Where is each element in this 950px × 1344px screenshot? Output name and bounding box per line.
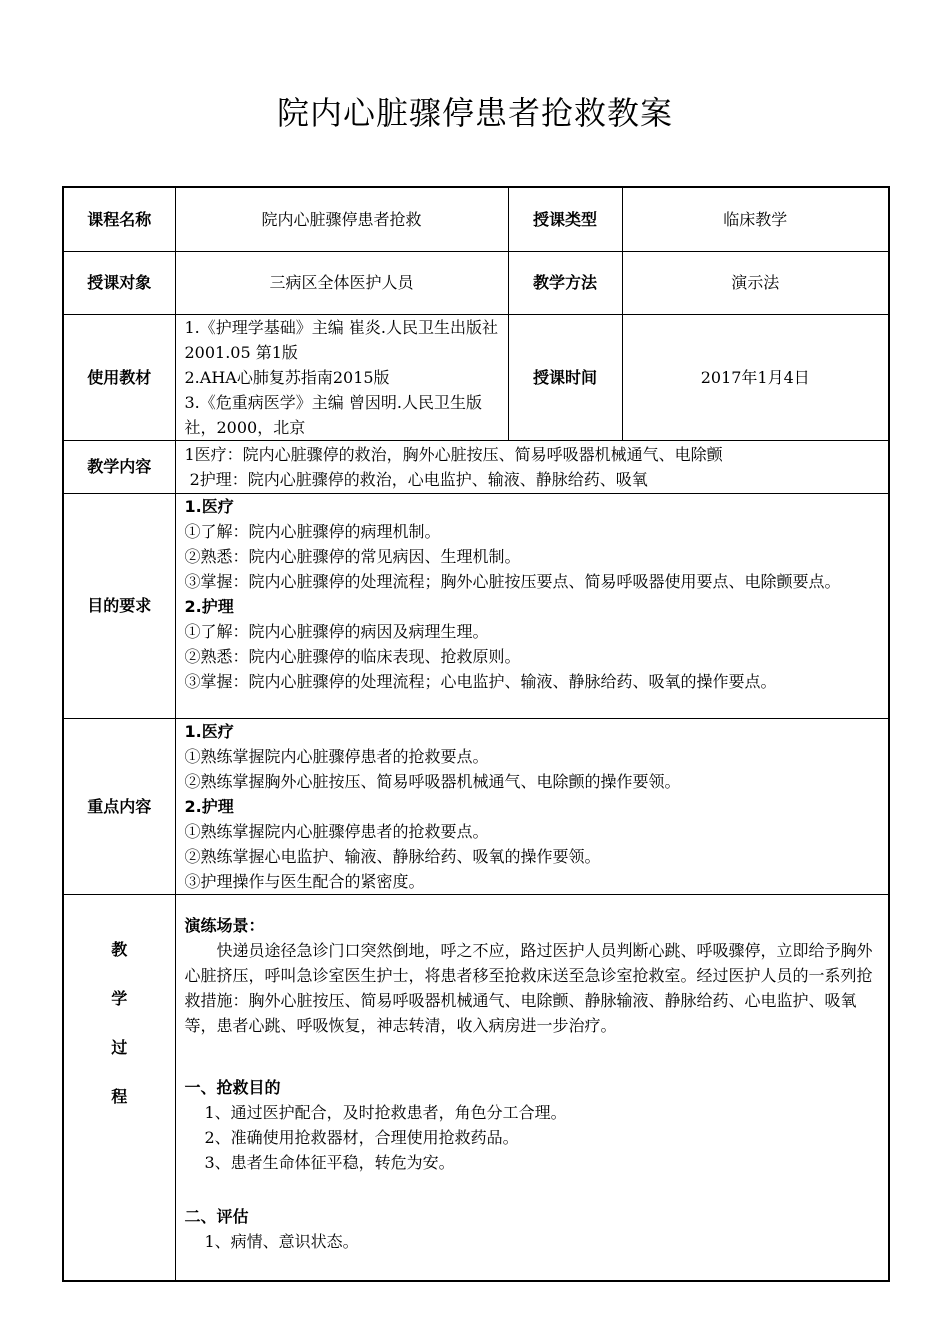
content-line: 1医疗：院内心脏骤停的救治，胸外心脏按压、简易呼吸器机械通气、电除颤	[184, 444, 723, 464]
page-title: 院内心脏骤停患者抢救教案	[276, 94, 673, 132]
key-med-heading: 1.医疗	[184, 721, 234, 741]
process-label-char: 程	[111, 1086, 128, 1106]
method-label: 教学方法	[508, 251, 622, 314]
table-row	[63, 718, 889, 894]
scene-text: 快递员途径急诊门口突然倒地，呼之不应，路过医护人员判断心跳、呼吸骤停，立即给予胸外心脏挤压，呼叫急诊室医生护士，将患者移至抢救床送至急诊室抢救室。经过医护人员的一系列抢救措施：胸外心脏按压、简易呼吸器机械通气、电除颤、静脉输液、静脉给药、心电监护、吸氧等，患者心跳、呼吸恢复，神志转清，收入病房进一步治疗。	[184, 940, 873, 1035]
goals-nurse-item: ②熟悉：院内心脏骤停的临床表现、抢救原则。	[184, 646, 521, 666]
course-name-label: 课程名称	[63, 187, 175, 251]
lesson-plan-table	[62, 186, 890, 1282]
table-row	[63, 440, 889, 493]
key-label: 重点内容	[63, 718, 175, 894]
course-type-value: 临床教学	[622, 187, 889, 251]
goals-med-item: ①了解：院内心脏骤停的病理机制。	[184, 521, 441, 541]
purpose-item: 2、准确使用抢救器材，合理使用抢救药品。	[204, 1127, 519, 1147]
purpose-heading: 一、抢救目的	[184, 1077, 281, 1097]
goals-nurse-heading: 2.护理	[184, 596, 234, 616]
purpose-item: 3、患者生命体征平稳，转危为安。	[204, 1152, 455, 1172]
table-row	[63, 894, 889, 1281]
assess-heading: 二、评估	[184, 1206, 249, 1226]
time-value: 2017年1月4日	[622, 314, 889, 440]
content-text	[175, 440, 889, 493]
process-label	[63, 894, 175, 1281]
material-item: 2.AHA心肺复苏指南2015版	[184, 367, 390, 387]
goals-label: 目的要求	[63, 493, 175, 718]
content-line: 2护理：院内心脏骤停的救治，心电监护、输液、静脉给药、吸氧	[184, 469, 648, 489]
key-nurse-item: ①熟练掌握院内心脏骤停患者的抢救要点。	[184, 821, 489, 841]
process-text	[175, 894, 889, 1281]
key-nurse-item: ②熟练掌握心电监护、输液、静脉给药、吸氧的操作要领。	[184, 846, 601, 866]
content-label: 教学内容	[63, 440, 175, 493]
time-label: 授课时间	[508, 314, 622, 440]
audience-value: 三病区全体医护人员	[175, 251, 508, 314]
method-value: 演示法	[622, 251, 889, 314]
process-label-char: 学	[111, 988, 128, 1008]
table-row	[63, 493, 889, 718]
material-item: 3.《危重病医学》主编 曾因明.人民卫生版社，2000，北京	[184, 392, 482, 437]
goals-nurse-item: ③掌握：院内心脏骤停的处理流程；心电监护、输液、静脉给药、吸氧的操作要点。	[184, 671, 777, 691]
table-row	[63, 251, 889, 314]
goals-med-item: ③掌握：院内心脏骤停的处理流程；胸外心脏按压要点、简易呼吸器使用要点、电除颤要点。	[184, 571, 841, 591]
assess-item: 1、病情、意识状态。	[204, 1231, 359, 1251]
table-row	[63, 187, 889, 251]
goals-med-item: ②熟悉：院内心脏骤停的常见病因、生理机制。	[184, 546, 521, 566]
key-nurse-heading: 2.护理	[184, 796, 234, 816]
table-row	[63, 314, 889, 440]
goals-nurse-item: ①了解：院内心脏骤停的病因及病理生理。	[184, 621, 489, 641]
materials-label: 使用教材	[63, 314, 175, 440]
course-name-value: 院内心脏骤停患者抢救	[175, 187, 508, 251]
course-type-label: 授课类型	[508, 187, 622, 251]
goals-text	[175, 493, 889, 718]
key-text	[175, 718, 889, 894]
goals-med-heading: 1.医疗	[184, 496, 234, 516]
scene-heading: 演练场景：	[184, 915, 265, 935]
material-item: 1.《护理学基础》主编 崔炎.人民卫生出版社 2001.05 第1版	[184, 317, 498, 362]
purpose-item: 1、通过医护配合，及时抢救患者，角色分工合理。	[204, 1102, 567, 1122]
process-label-char: 过	[111, 1037, 128, 1057]
key-med-item: ②熟练掌握胸外心脏按压、简易呼吸器机械通气、电除颤的操作要领。	[184, 771, 681, 791]
materials-list	[175, 314, 508, 440]
process-label-char: 教	[111, 939, 128, 959]
key-nurse-item: ③护理操作与医生配合的紧密度。	[184, 871, 425, 891]
audience-label: 授课对象	[63, 251, 175, 314]
key-med-item: ①熟练掌握院内心脏骤停患者的抢救要点。	[184, 746, 489, 766]
